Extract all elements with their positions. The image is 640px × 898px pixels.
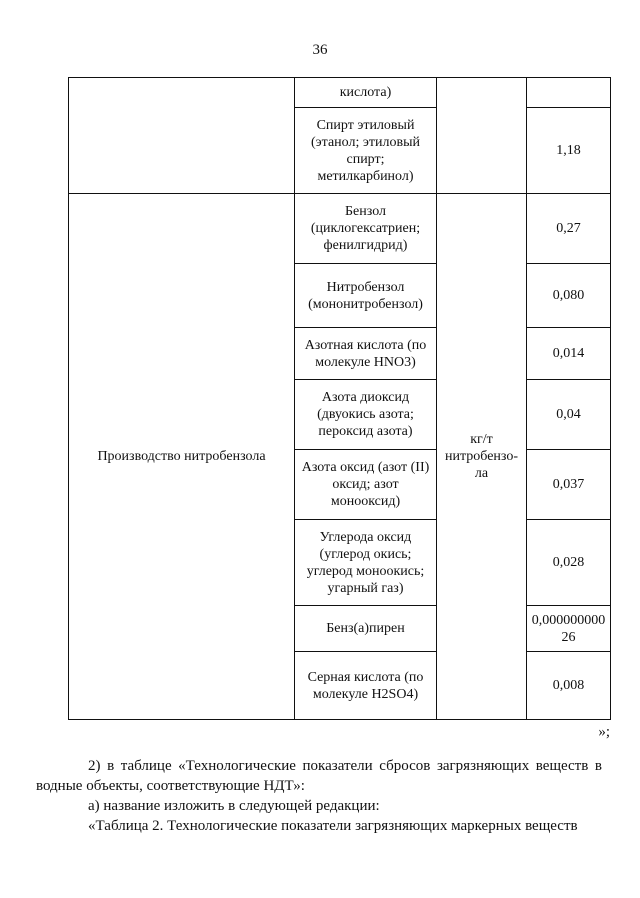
value-cell: 0,04 <box>527 380 611 450</box>
value-cell: 1,18 <box>527 108 611 194</box>
substance-cell: Бензол (циклогексатриен; фенилгидрид) <box>295 194 437 264</box>
emissions-table <box>68 77 611 720</box>
substance-cell: Спирт этиловый (этанол; этиловый спирт; метилкарбинол) <box>295 108 437 194</box>
unit-cell-empty <box>437 78 527 194</box>
table-row <box>69 78 611 108</box>
production-cell: Производство нитробензола <box>69 194 295 720</box>
value-cell: 0,014 <box>527 328 611 380</box>
substance-cell: Азота диоксид (двуокись азота; пероксид азота) <box>295 380 437 450</box>
value-cell: 0,00000000026 <box>527 606 611 652</box>
substance-cell: Азота оксид (азот (II) оксид; азот монооксид) <box>295 450 437 520</box>
paragraph-rename-instruction: а) название изложить в следующей редакции: <box>88 798 380 814</box>
production-cell-empty <box>69 78 295 194</box>
value-cell-empty <box>527 78 611 108</box>
table-row <box>69 194 611 264</box>
unit-cell: кг/т нитробензо-ла <box>437 194 527 720</box>
substance-cell: Бенз(а)пирен <box>295 606 437 652</box>
closing-quote: »; <box>598 724 610 740</box>
value-cell: 0,008 <box>527 652 611 720</box>
substance-cell: Азотная кислота (по молекуле HNO3) <box>295 328 437 380</box>
substance-cell: Углерода оксид (углерод окись; углерод моноокись; угарный газ) <box>295 520 437 606</box>
page-number: 36 <box>312 42 328 58</box>
value-cell: 0,037 <box>527 450 611 520</box>
value-cell: 0,028 <box>527 520 611 606</box>
paragraph-table-reference: 2) в таблице «Технологические показатели сбросов загрязняющих веществ в водные объекты, соответствующие НДТ»: <box>36 758 602 794</box>
value-cell: 0,080 <box>527 264 611 328</box>
substance-cell: Нитробензол (мононитробензол) <box>295 264 437 328</box>
paragraph-table-title: «Таблица 2. Технологические показатели загрязняющих маркерных веществ <box>88 818 578 834</box>
substance-cell: кислота) <box>295 78 437 108</box>
value-cell: 0,27 <box>527 194 611 264</box>
substance-cell: Серная кислота (по молекуле H2SO4) <box>295 652 437 720</box>
